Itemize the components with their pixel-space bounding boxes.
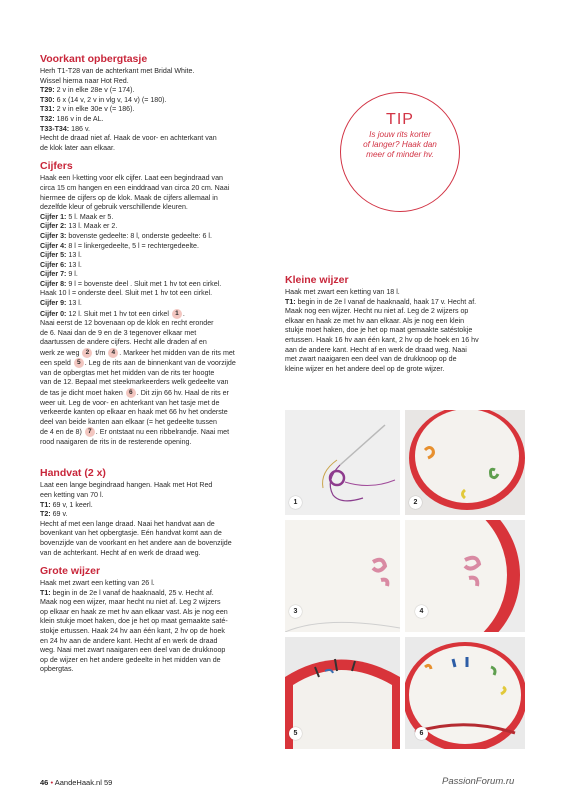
text-line: aan de andere kant. Hecht af en werk de draad weg. Naai	[285, 345, 467, 354]
text-line: met zwart naaigaren een deel van de drukknoop op de	[285, 355, 457, 364]
step-badge: 4	[108, 348, 118, 358]
text-line: T1: begin in de 2e l vanaf de haaknaald, 25 v. Hecht af.	[40, 588, 214, 597]
step-badge: 2	[82, 348, 92, 358]
cijfer-0-line: Cijfer 0: 12 l. Sluit met 1 hv tot een cirkel 1 .	[40, 309, 185, 318]
section-body	[40, 67, 278, 153]
text-line: verkeerde kanten op elkaar en haak met 66 hv het onderste	[40, 408, 228, 417]
text-line: Cijfer 3: bovenste gedeelte: 8 l, onderste gedeelte: 6 l.	[40, 231, 212, 240]
text-line: dezelfde kleur of gebruik verschillende kleuren.	[40, 203, 188, 212]
clock-numbers-image	[285, 520, 400, 632]
text-line: Naai eerst de 12 bovenaan op de klok en recht eronder	[40, 319, 214, 328]
text-line: bovenkant van het opbergtasje. Eén handvat komt aan de	[40, 529, 222, 538]
text-line: en 24 hv aan de andere kant. Hecht af en werk de draad	[40, 636, 218, 645]
step-photo-1	[285, 410, 400, 515]
text-line: Maak nog een wijzer, maar hecht nu niet af. Leg 2 wijzers	[40, 598, 221, 607]
text-line: klein stukje moet haken, doe je het op maat gemaakte saté-	[40, 617, 228, 626]
text-line: deel van beide kanten aan elkaar (= het gedeelte tussen	[40, 417, 217, 426]
text-line: Hecht af met een lange draad. Naai het handvat aan de	[40, 519, 215, 528]
text-line: T29: 2 v in elke 28e v (= 174).	[40, 86, 135, 95]
text-line: van de opbergtas met het midden van de rits ter hoogte	[40, 368, 215, 377]
text-line: T2: 69 v.	[40, 510, 68, 519]
step-photo-3	[285, 520, 400, 632]
text-line: T1: 69 v, 1 keerl.	[40, 500, 93, 509]
text-line: ertussen. Haak 16 hv aan één kant, 2 hv op de hoek en 16 hv	[285, 335, 479, 344]
text-line: een speld 5 . Leg de rits aan de binnenkant van de voorzijde	[40, 359, 236, 368]
watermark: PassionForum.ru	[442, 776, 515, 787]
text-line: de 6. Naai dan de 9 en de 3 tegenover elkaar met	[40, 328, 197, 337]
text-line: circa 15 cm hangen en een einddraad van circa 20 cm. Naai	[40, 183, 230, 192]
text-line: op elkaar en haak ze met hv aan elkaar vast. Als je nog een	[40, 607, 228, 616]
step-badge: 6	[126, 388, 136, 398]
text-line: T1: begin in de 2e l vanaf de haaknaald, haak 17 v. Hecht af.	[285, 297, 477, 306]
page-number: 46	[40, 778, 49, 787]
section-body	[40, 213, 278, 309]
step-photo-5	[285, 637, 400, 749]
needle-and-yarn-image	[285, 410, 400, 515]
section-body	[285, 288, 525, 374]
text-line: van de 12. Bepaal met steekmarkeerders welk gedeelte van	[40, 378, 229, 387]
photo-number: 4	[415, 605, 428, 618]
section-body	[40, 579, 278, 675]
section-grote-wijzer	[40, 565, 278, 675]
text-line: rood naaigaren de rits in de resterende opening.	[40, 437, 192, 446]
section-intro	[40, 174, 278, 212]
text-line: stokje ertussen. Haak 24 hv aan één kant, 2 hv op de hoek	[40, 627, 225, 636]
text-line: stukje moet haken, doe je het op maat gemaakte satéstokje	[285, 326, 473, 335]
text-line: werk ze weg 2 t/m 4 . Markeer het midden van de rits met	[40, 348, 235, 357]
magazine-name: AandeHaak.nl 59	[54, 778, 113, 787]
text-line: de 4 en de 8) 7 . Er ontstaat nu een ribbelrandje. Naai met	[40, 428, 230, 437]
text-line: hiermee de cijfers op de klok. Maak de cijfers allemaal in	[40, 193, 218, 202]
text-line: Cijfer 4: 8 l = linkergedeelte, 5 l = rechtergedeelte.	[40, 241, 199, 250]
text-line: Cijfer 5: 13 l.	[40, 251, 82, 260]
section-handvat	[40, 467, 278, 558]
text-line: de tas je dicht moet haken 6 . Dit zijn 66 hv. Haal de rits er	[40, 388, 229, 397]
photo-number: 6	[415, 727, 428, 740]
text-line: Cijfer 8: 9 l = bovenste deel . Sluit met 1 hv tot een cirkel.	[40, 279, 222, 288]
text-line: Cijfer 9: 13 l.	[40, 299, 82, 308]
section-title: Kleine wijzer	[285, 274, 349, 286]
text-line: Haak een l-ketting voor elk cijfer. Laat een begindraad van	[40, 174, 223, 183]
step-photo-4	[405, 520, 525, 632]
text-line: op de wijzer en het andere gedeelte in het midden van de	[40, 655, 221, 664]
text-line: T33-T34: 186 v.	[40, 124, 90, 133]
footer-separator: •	[50, 778, 54, 787]
section-title: Handvat (2 x)	[40, 467, 106, 480]
page-footer	[40, 778, 112, 787]
text-line: weg. Naai met zwart naaigaren een deel van de drukknoop	[40, 646, 226, 655]
section-text	[40, 399, 278, 428]
text-line: van de achterkant. Hecht af en werk de draad weg.	[40, 548, 201, 557]
text-line: bovenzijde van de voorkant en het andere aan de bovenzijde	[40, 538, 232, 547]
photo-number: 2	[409, 496, 422, 509]
tip-callout	[340, 92, 460, 212]
text-line: T32: 186 v in de AL.	[40, 114, 104, 123]
section-body	[40, 481, 278, 558]
text-line: kleine wijzer en het andere deel op de grote wijzer.	[285, 364, 445, 373]
text-line: weer uit. Leg de voor- en achterkant van het tasje met de	[40, 398, 220, 407]
step-badge: 1	[172, 309, 182, 319]
section-title: Cijfers	[40, 160, 73, 173]
right-column	[285, 274, 525, 381]
section-title: Grote wijzer	[40, 565, 101, 578]
text-line: Haak met zwart een ketting van 18 l.	[285, 288, 400, 296]
text-line: Wissel hierna naar Hot Red.	[40, 76, 129, 85]
text-line: daartussen de andere cijfers. Hecht alle draden af en	[40, 338, 207, 347]
text-line: Haak met zwart een ketting van 26 l.	[40, 579, 155, 588]
photo-number: 5	[289, 727, 302, 740]
text-line: Cijfer 7: 9 l.	[40, 270, 78, 279]
text-line: T30: 6 x (14 v, 2 v in vlg v, 14 v) (= 180).	[40, 95, 167, 104]
step-badge: 5	[74, 358, 84, 368]
bag-interior-image	[285, 637, 400, 749]
left-column	[40, 53, 278, 682]
text-line: een ketting van 70 l.	[40, 490, 104, 499]
step-badge: 7	[85, 427, 95, 437]
text-line: Laat een lange begindraad hangen. Haak met Hot Red	[40, 481, 213, 490]
text-line: Hecht de draad niet af. Haak de voor- en achterkant van	[40, 134, 217, 143]
step-photo-2	[405, 410, 525, 515]
text-line: T31: 2 v in elke 30e v (= 186).	[40, 105, 135, 114]
section-cijfers	[40, 160, 278, 447]
text-line: elkaar en haak ze met hv aan elkaar. Als je nog een klein	[285, 316, 465, 325]
section-title: Voorkant opbergtasje	[40, 53, 148, 65]
clock-crochet-image	[405, 410, 525, 515]
text-line: Cijfer 6: 13 l.	[40, 260, 82, 269]
section-kleine-wijzer	[285, 274, 525, 374]
text-line: Maak nog een wijzer. Hecht nu niet af. Leg de 2 wijzers op	[285, 307, 469, 316]
text-line: Haak 10 l = onderste deel. Sluit met 1 hv tot een cirkel.	[40, 289, 213, 298]
photo-number: 3	[289, 605, 302, 618]
step-photo-6	[405, 637, 525, 749]
text-line: Cijfer 1: 5 l. Maak er 5.	[40, 212, 114, 221]
section-voorkant	[40, 53, 278, 153]
section-text	[40, 369, 278, 388]
text-line: Cijfer 2: 13 l. Maak er 2.	[40, 222, 118, 231]
section-text	[40, 319, 278, 348]
tip-title: TIP	[386, 111, 414, 128]
text-line: opbergtas.	[40, 665, 74, 674]
text-line: Herh T1-T28 van de achterkant met Bridal White.	[40, 67, 195, 75]
tip-text: Is jouw rits korter of langer? Haak dan meer of minder hv.	[363, 130, 437, 159]
text-line: de klok later aan elkaar.	[40, 143, 115, 152]
photo-number: 1	[289, 496, 302, 509]
